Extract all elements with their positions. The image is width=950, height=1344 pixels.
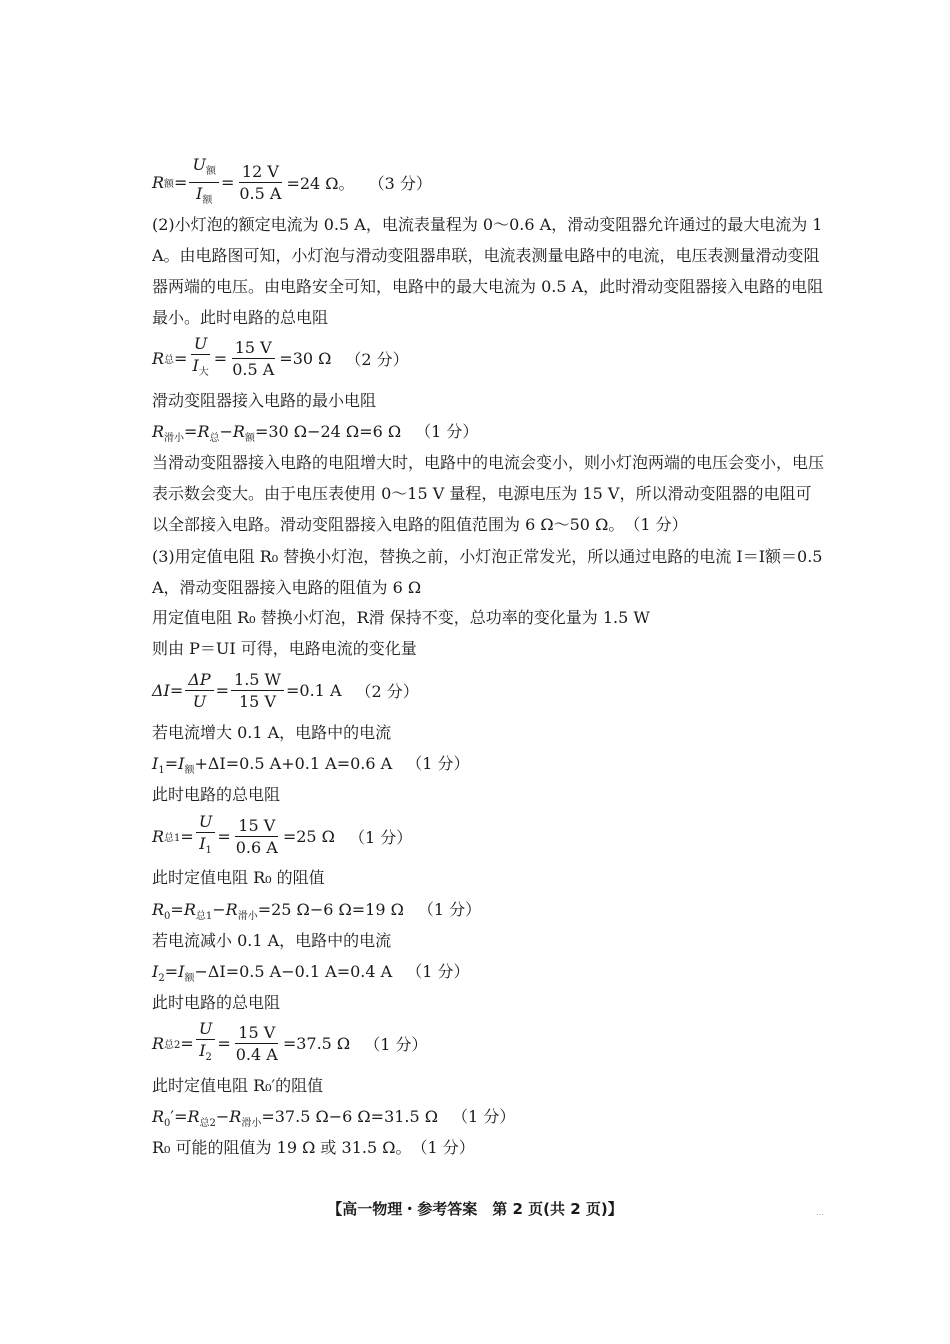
fraction [189, 334, 211, 382]
subscript: 滑小 [237, 911, 258, 922]
denominator: I [196, 183, 203, 203]
subscript: 2 [158, 973, 165, 984]
symbol: ΔI [152, 680, 170, 700]
numerator: U [198, 1019, 213, 1038]
subscript: 总2 [164, 1039, 181, 1051]
subscript: 总 [164, 354, 175, 366]
numerator: 15 V [235, 1023, 278, 1044]
score: （1 分） [417, 900, 482, 919]
subscript: 额 [202, 194, 213, 206]
numerator: 15 V [232, 338, 275, 359]
symbol: R [152, 826, 165, 846]
symbol: =I [164, 754, 185, 773]
symbol: =R [170, 900, 196, 919]
score: （2 分） [355, 681, 419, 701]
subscript: 滑小 [164, 433, 185, 444]
denominator: U [192, 691, 207, 711]
denominator: 0.6 A [235, 837, 278, 857]
equation-current-change: ΔI = $\frac{\Delta P}{U}$ = $\frac{1.5 W}{15 V}$ =0.1 A （2 分） [152, 669, 419, 711]
subscript: 0 [164, 911, 171, 922]
text-line: 此时定值电阻 R₀ 的阻值 [152, 868, 325, 887]
symbol: R [152, 348, 165, 368]
fraction [189, 155, 218, 210]
text-line: 用定值电阻 R₀ 替换小灯泡，R滑 保持不变，总功率的变化量为 1.5 W [152, 608, 650, 627]
symbol: I [152, 962, 159, 981]
text-line: 此时电路的总电阻 [152, 785, 281, 804]
numerator: 1.5 W [231, 670, 284, 691]
result: =37.5 Ω [282, 1033, 351, 1053]
denominator: 15 V [239, 691, 276, 711]
score: （1 分） [415, 422, 479, 441]
fraction [236, 162, 284, 203]
fraction [185, 670, 213, 711]
result: −ΔI=0.5 A−0.1 A=0.4 A [194, 962, 393, 981]
subscript: 额 [184, 973, 195, 984]
equation-total-resistance-1: R 总1 = $\frac{U}{I_1}$ = $\frac{15 V}{0.6 A}$ =25 Ω （1 分） [152, 812, 412, 860]
score: （1 分） [406, 962, 470, 981]
symbol: R [152, 1107, 165, 1126]
symbol: =I [164, 962, 185, 981]
paragraph: 当滑动变阻器接入电路的电阻增大时，电路中的电流会变小，则小灯泡两端的电压会变小，电压表示数会变大。由于电压表使用 0～15 V 量程，电源电压为 15 V，所以滑动变阻器的电阻可以全部接入电路。滑动变阻器接入电路的阻值范围为 6 Ω～50 Ω。 （1 分） [152, 453, 825, 534]
fraction [233, 816, 281, 857]
subscript: 总1 [195, 911, 213, 922]
result: =24 Ω。 [286, 173, 355, 193]
fraction [196, 812, 215, 860]
score: （1 分） [364, 1034, 428, 1054]
subscript: 1 [205, 845, 212, 856]
result: =25 Ω [282, 826, 335, 846]
equation-rated-resistance: R 额 = $\frac{U_额}{I_额}$ = $\frac{12 V}{0.5 A}$ =24 Ω。 （3 分） [152, 158, 432, 206]
symbol: −R [219, 422, 245, 441]
equation-current-decrease [152, 960, 824, 991]
subscript: 额 [205, 165, 216, 177]
symbol: I [152, 754, 159, 773]
symbol: R [152, 172, 165, 192]
part2-paragraph: (2)小灯泡的额定电流为 0.5 A，电流表量程为 0～0.6 A，滑动变阻器允许通过的最大电流为 1 A。由电路图可知，小灯泡与滑动变阻器串联，电流表测量电路中的电流，电压表测量滑动变阻器两端的电压。由电路安全可知，电路中的最大电流为 0.5 A，此时滑动变阻器接入电路的电阻最小。此时电路的总电阻 [152, 215, 824, 327]
numerator: ΔP [188, 669, 211, 689]
subscript: 2 [205, 1052, 212, 1063]
symbol: =R [174, 1107, 200, 1126]
text-line: 此时定值电阻 R₀′的阻值 [152, 1076, 324, 1095]
symbol: −R [212, 900, 238, 919]
numerator: U [193, 334, 208, 353]
symbol: R [152, 422, 165, 441]
score: （1 分） [406, 754, 470, 773]
text-line: 滑动变阻器接入电路的最小电阻 [152, 391, 377, 410]
fraction [231, 670, 284, 711]
denominator: 0.5 A [232, 359, 275, 379]
numerator: U [192, 154, 206, 174]
equation-r0-value [152, 898, 824, 929]
denominator: I [192, 356, 199, 375]
fraction [229, 338, 277, 379]
denominator: 0.5 A [239, 183, 282, 203]
symbol: R [152, 900, 165, 919]
subscript: 总1 [164, 832, 181, 844]
subscript: 额 [244, 433, 255, 444]
page-footer [0, 1198, 950, 1219]
prime-mark: ′ [170, 1107, 175, 1126]
score: （3 分） [368, 173, 432, 193]
equation-r0-prime-value [152, 1105, 824, 1136]
score: （1 分） [452, 1107, 516, 1126]
text-line: 若电流减小 0.1 A，电路中的电流 [152, 931, 392, 950]
text-line: 若电流增大 0.1 A，电路中的电流 [152, 723, 392, 742]
symbol: =R [184, 422, 210, 441]
fraction [233, 1023, 281, 1064]
conclusion-line: R₀ 可能的阻值为 19 Ω 或 31.5 Ω。 （1 分） [152, 1138, 475, 1157]
equation-total-resistance-2: R 总2 = $\frac{U}{I_2}$ = $\frac{15 V}{0.4 A}$ =37.5 Ω （1 分） [152, 1019, 427, 1067]
numerator: 15 V [235, 816, 278, 837]
equation-total-resistance: R 总 = $\frac{U}{I_大}$ = $\frac{15 V}{0.5 A}$ =30 Ω （2 分） [152, 334, 409, 382]
subscript: 总2 [199, 1118, 216, 1129]
denominator: I [199, 1041, 206, 1060]
symbol: −R [215, 1107, 242, 1126]
subscript: 额 [184, 765, 195, 776]
footer-text: 【高一物理・参考答案 第 2 页(共 2 页)】 [327, 1200, 623, 1218]
numerator: 12 V [239, 162, 282, 183]
result: =30 Ω [279, 348, 332, 368]
denominator: 0.4 A [235, 1044, 278, 1064]
text-line: 此时电路的总电阻 [152, 993, 281, 1012]
subscript: 1 [158, 765, 165, 776]
result: =0.1 A [286, 680, 342, 700]
result: =37.5 Ω−6 Ω=31.5 Ω [261, 1107, 439, 1126]
equation-current-increase [152, 752, 824, 783]
subscript: 总 [209, 433, 220, 444]
score: （1 分） [348, 827, 413, 847]
text-line: 则由 P＝UI 可得，电路电流的变化量 [152, 639, 417, 658]
result: =30 Ω−24 Ω=6 Ω [254, 422, 402, 441]
numerator: U [198, 812, 213, 831]
denominator: I [199, 834, 206, 853]
subscript: 0 [164, 1118, 171, 1129]
footer-dots: ... [816, 1208, 824, 1217]
fraction [196, 1019, 215, 1067]
symbol: R [152, 1033, 165, 1053]
subscript: 额 [164, 178, 175, 190]
subscript: 滑小 [241, 1118, 262, 1129]
part3-paragraph: (3)用定值电阻 R₀ 替换小灯泡，替换之前，小灯泡正常发光，所以通过电路的电流 I＝I额＝0.5 A，滑动变阻器接入电路的阻值为 6 Ω [152, 547, 823, 597]
result: +ΔI=0.5 A+0.1 A=0.6 A [194, 754, 393, 773]
subscript: 大 [198, 367, 209, 378]
result: =25 Ω−6 Ω=19 Ω [257, 900, 404, 919]
score: （2 分） [345, 349, 409, 369]
